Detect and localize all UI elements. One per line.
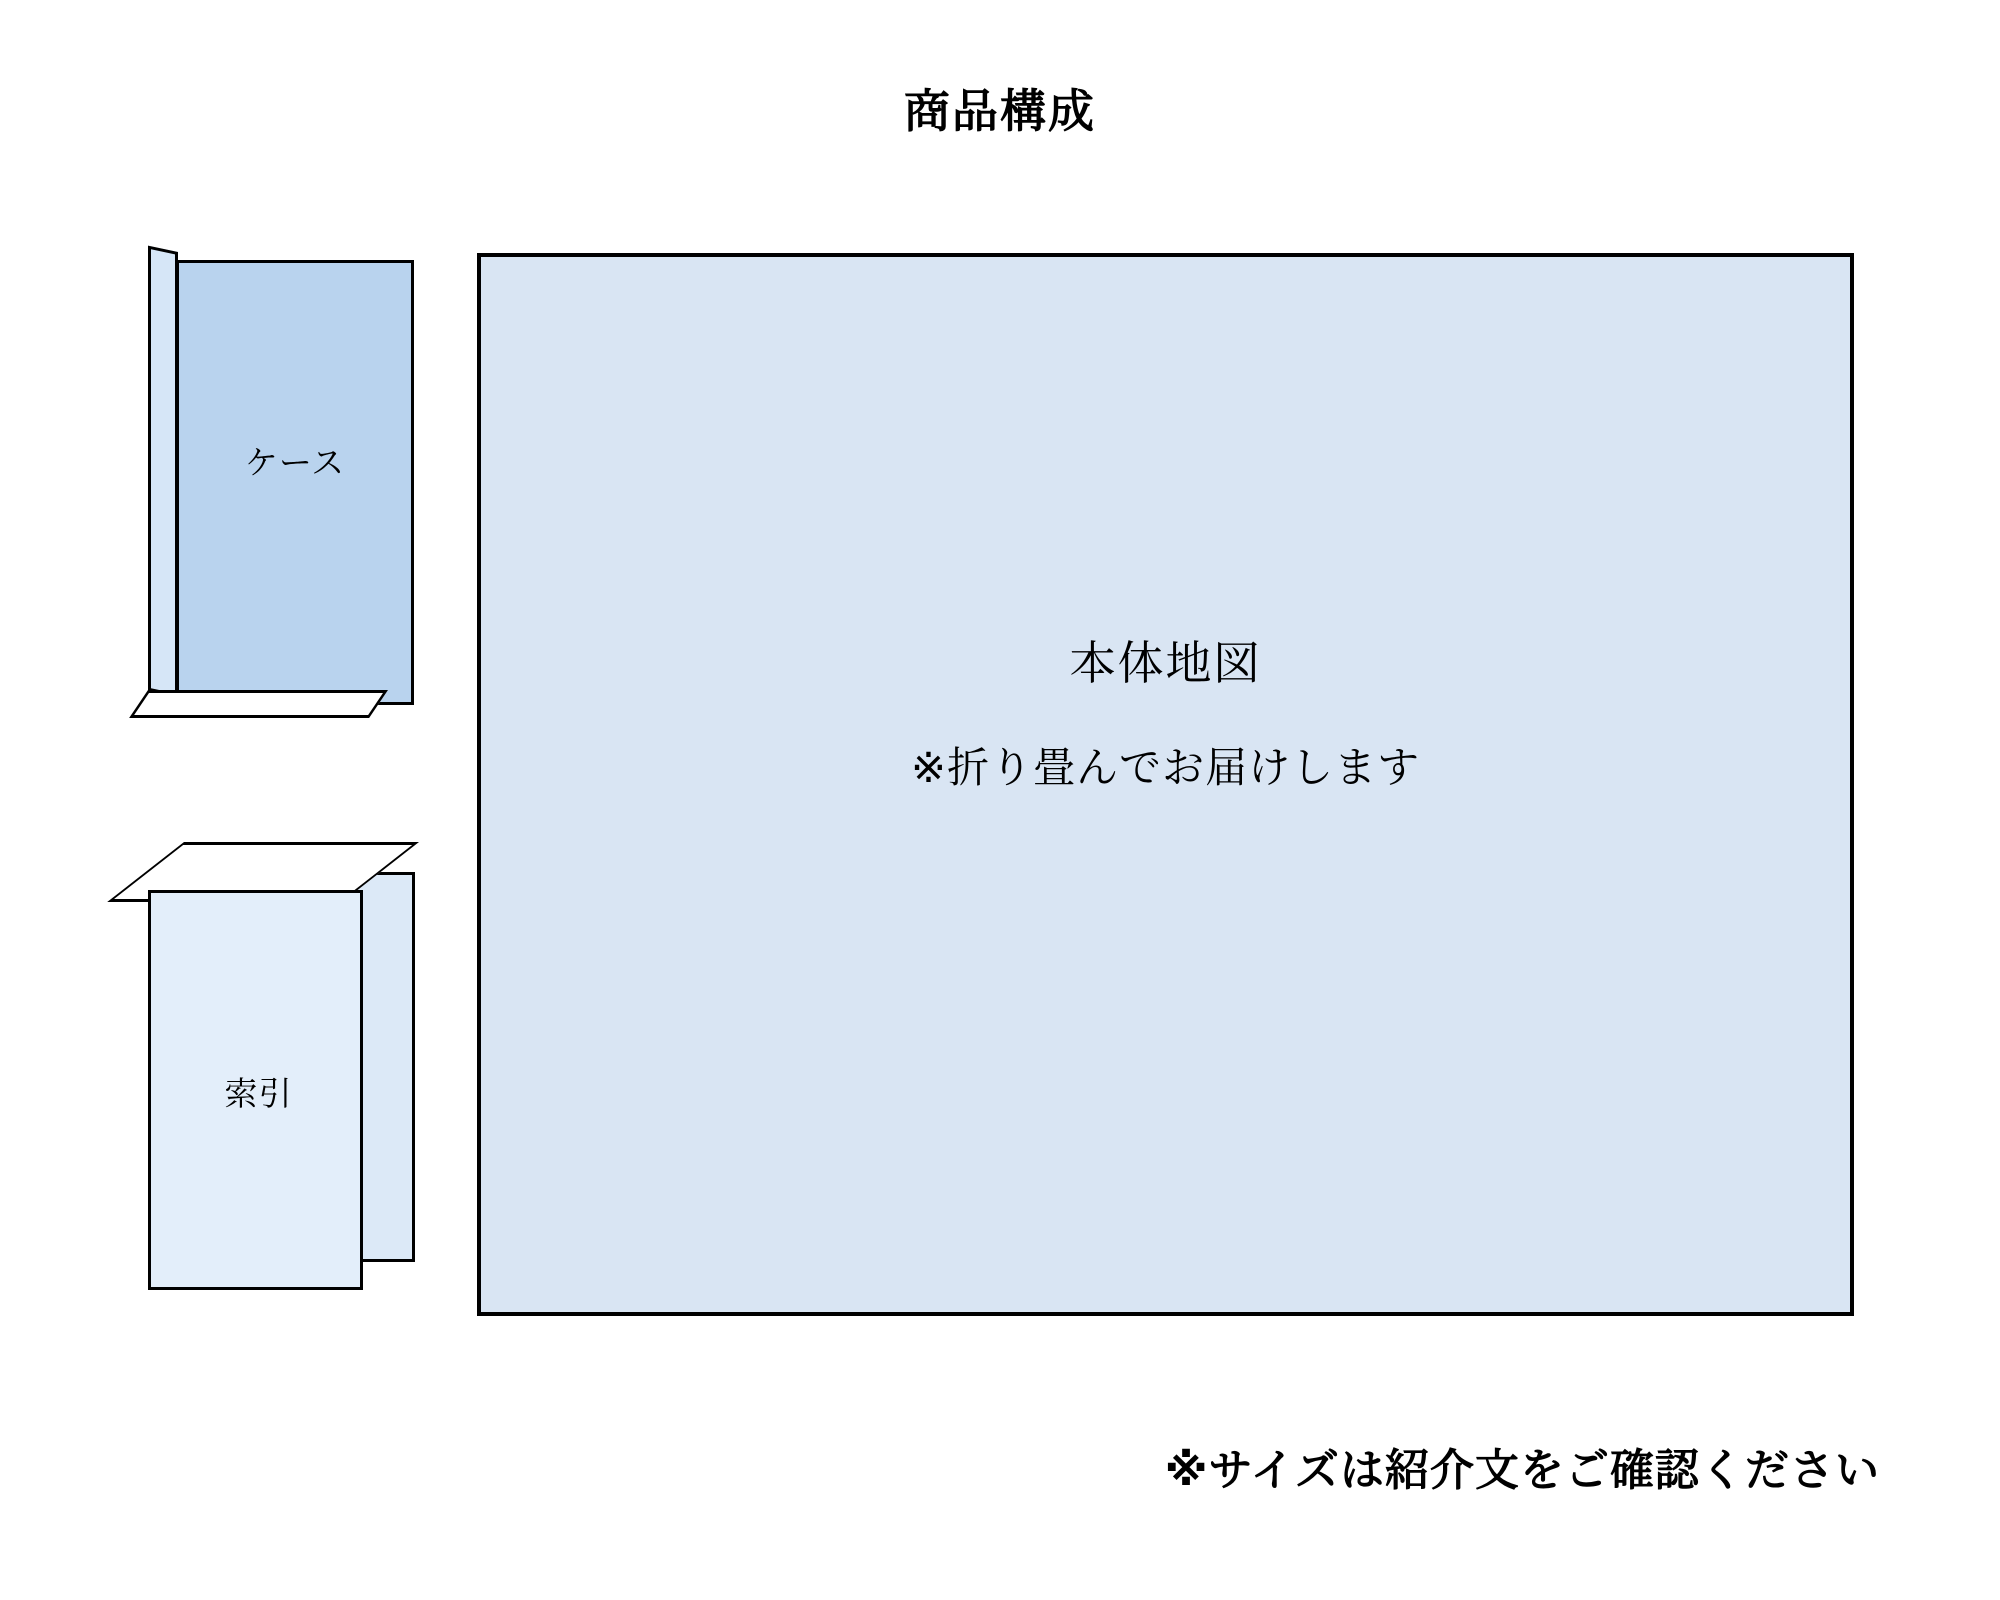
map-text-block: [481, 627, 1850, 795]
case-figure: [148, 252, 418, 740]
case-bottom-shape: [129, 690, 388, 718]
index-label: 索引: [224, 1075, 293, 1112]
index-figure: [148, 842, 423, 1292]
page-title: 商品構成: [904, 85, 1096, 137]
size-disclaimer-note: ※サイズは紹介文をご確認ください: [1164, 1446, 1880, 1495]
map-sheet-figure: [477, 253, 1854, 1316]
case-spine-shape: [148, 246, 178, 697]
case-label: ケース: [244, 444, 346, 481]
map-label: 本体地図: [1069, 637, 1262, 689]
index-front-panel-shape: [148, 890, 363, 1290]
map-note: ※折り畳んでお届けします: [910, 744, 1421, 791]
